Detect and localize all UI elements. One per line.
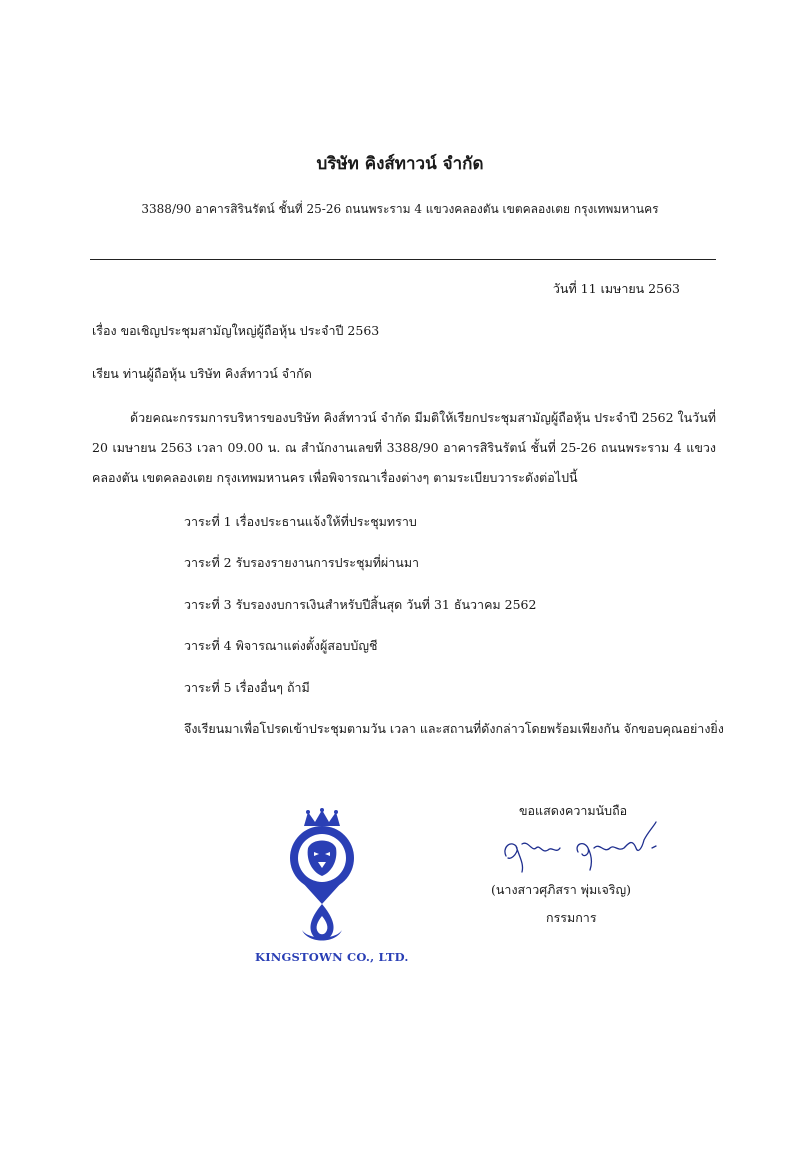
company-address: 3388/90 อาคารสิรินรัตน์ ชั้นที่ 25-26 ถนนพระราม 4 แขวงคลองตัน เขตคลองเตย กรุงเทพมหานคร (141, 202, 659, 216)
closing-regards: ขอแสดงความนับถือ (519, 803, 628, 818)
header-divider (90, 259, 716, 260)
signer-title: กรรมการ (546, 910, 597, 925)
signer-name: (นางสาวศุภิสรา พุ่มเจริญ) (491, 882, 632, 897)
agenda-item-4: วาระที่ 4 พิจารณาแต่งตั้งผู้สอบบัญชี (184, 638, 378, 653)
company-name: บริษัท คิงส์ทาวน์ จำกัด (316, 154, 484, 174)
kingstown-lion-logo-icon (282, 808, 362, 948)
agenda-item-2: วาระที่ 2 รับรองรายงานการประชุมที่ผ่านมา (184, 555, 420, 570)
logo-caption: KINGSTOWN CO., LTD. (255, 950, 409, 964)
letter-body: ด้วยคณะกรรมการบริหารของบริษัท คิงส์ทาวน์ จำกัด มีมติให้เรียกประชุมสามัญผู้ถือหุ้น ประจำปี 2562 ในวันที่ 20 เมษายน 2563 เวลา 09.00 น. ณ สำนักงานเลขที่ 3388/90 อาคารสิรินรัตน์ ชั้นที่ 25-26 ถนนพระราม 4 แขวงคลองตัน เขตคลองเตย กรุงเทพมหานคร เพื่อพิจารณาเรื่องต่างๆ ตามระเบียบวาระดังต่อไปนี้ (92, 410, 716, 485)
letter-date: วันที่ 11 เมษายน 2563 (552, 281, 680, 296)
agenda-item-3: วาระที่ 3 รับรองงบการเงินสำหรับปีสิ้นสุด วันที่ 31 ธันวาคม 2562 (184, 597, 537, 612)
agenda-item-1: วาระที่ 1 เรื่องประธานแจ้งให้ที่ประชุมทราบ (184, 514, 417, 529)
letter-closing: จึงเรียนมาเพื่อโปรดเข้าประชุมตามวัน เวลา และสถานที่ดังกล่าวโดยพร้อมเพียงกัน จักขอบคุณอย่างยิ่ง (184, 721, 724, 736)
letter-recipient: เรียน ท่านผู้ถือหุ้น บริษัท คิงส์ทาวน์ จำกัด (92, 366, 312, 381)
agenda-item-5: วาระที่ 5 เรื่องอื่นๆ ถ้ามี (184, 680, 310, 695)
letter-subject: เรื่อง ขอเชิญประชุมสามัญใหญ่ผู้ถือหุ้น ประจำปี 2563 (92, 323, 380, 338)
handwritten-signature (492, 818, 672, 878)
